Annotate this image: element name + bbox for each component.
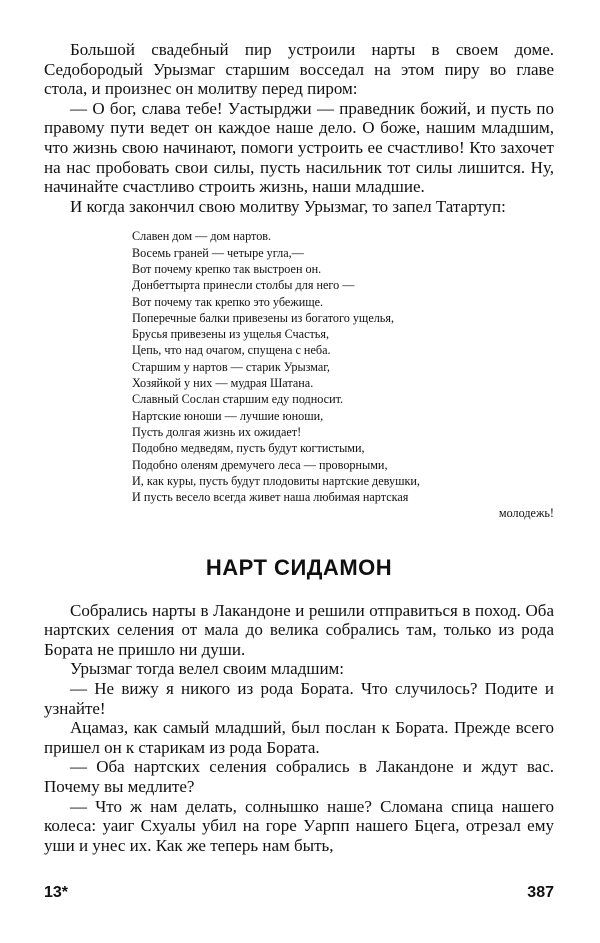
poem-line: Старшим у нартов — старик Урызмаг, bbox=[132, 359, 330, 374]
poem-line: Хозяйкой у них — мудрая Шатана. bbox=[132, 376, 314, 391]
poem-line: И, как куры, пусть будут плодовиты нартские девушки, bbox=[132, 473, 420, 488]
page-number: 387 bbox=[527, 884, 554, 901]
poem-line: Пусть долгая жизнь их ожидает! bbox=[132, 424, 302, 439]
poem-line: Брусья привезены из ущелья Счастья, bbox=[132, 327, 330, 342]
poem-line: Восемь граней — четыре угла,— bbox=[132, 245, 304, 260]
poem-line: Подобно оленям дремучего леса — проворными, bbox=[132, 457, 388, 472]
signature-mark: 13* bbox=[44, 884, 69, 901]
paragraph: — Что ж нам делать, солнышко наше? Сломана спица нашего колеса: уаиг Схуалы убил на горе Уарпп нашего Бцега, отрезал ему уши и унес их. Как же теперь нам быть, bbox=[44, 796, 554, 855]
paragraph: — О бог, слава тебе! Уастырджи — праведник божий, и пусть по правому пути ведет он каждое наше дело. О боже, нашим младшим, что жизнь свою начинают, помоги устроить ее счастливо! Кто захочет на нас пробовать свои силы, пусть насильник тот силы лишится. Ну, начинайте счастливо строить жизнь, наши младшие. bbox=[44, 98, 554, 197]
paragraph: Ацамаз, как самый младший, был послан к Бората. Прежде всего пришел он к старикам из рода Бората. bbox=[44, 718, 554, 757]
poem-line: Славный Сослан старшим еду подносит. bbox=[132, 392, 344, 407]
paragraph: И когда закончил свою молитву Урызмаг, то запел Татартуп: bbox=[70, 196, 506, 216]
poem-line: Цепь, что над очагом, спущена с неба. bbox=[132, 343, 331, 358]
poem-line: Донбеттырта принесли столбы для него — bbox=[132, 278, 355, 293]
poem-line: Вот почему крепко так выстроен он. bbox=[132, 261, 322, 276]
poem-line: Подобно медведям, пусть будут когтистыми, bbox=[132, 441, 365, 456]
poem-line: Поперечные балки привезены из богатого ущелья, bbox=[132, 310, 395, 325]
poem-line: Вот почему так крепко это убежище. bbox=[132, 294, 324, 309]
poem-line: И пусть весело всегда живет наша любимая нартская bbox=[132, 490, 409, 505]
paragraph: — Не вижу я никого из рода Бората. Что случилось? Подите и узнайте! bbox=[44, 679, 554, 718]
chapter-title: НАРТ СИДАМОН bbox=[205, 554, 393, 580]
paragraph: Собрались нарты в Лакандоне и решили отправиться в поход. Оба нартских селения от мала до велика собрались там, только из рода Бората не пришло ни души. bbox=[44, 600, 554, 659]
poem-line: Нартские юноши — лучшие юноши, bbox=[132, 408, 324, 423]
poem-line: Славен дом — дом нартов. bbox=[132, 229, 272, 244]
poem-line-last: молодежь! bbox=[498, 506, 554, 521]
paragraph: Урызмаг тогда велел своим младшим: bbox=[70, 659, 345, 679]
paragraph: — Оба нартских селения собрались в Лакандоне и ждут вас. Почему вы медлите? bbox=[44, 757, 554, 797]
paragraph: Большой свадебный пир устроили нарты в своем доме. Седобородый Урызмаг старшим восседал на этом пиру во главе стола, и произнес он молитву перед пиром: bbox=[44, 40, 554, 99]
poem bbox=[132, 228, 554, 521]
book-page bbox=[44, 40, 554, 855]
